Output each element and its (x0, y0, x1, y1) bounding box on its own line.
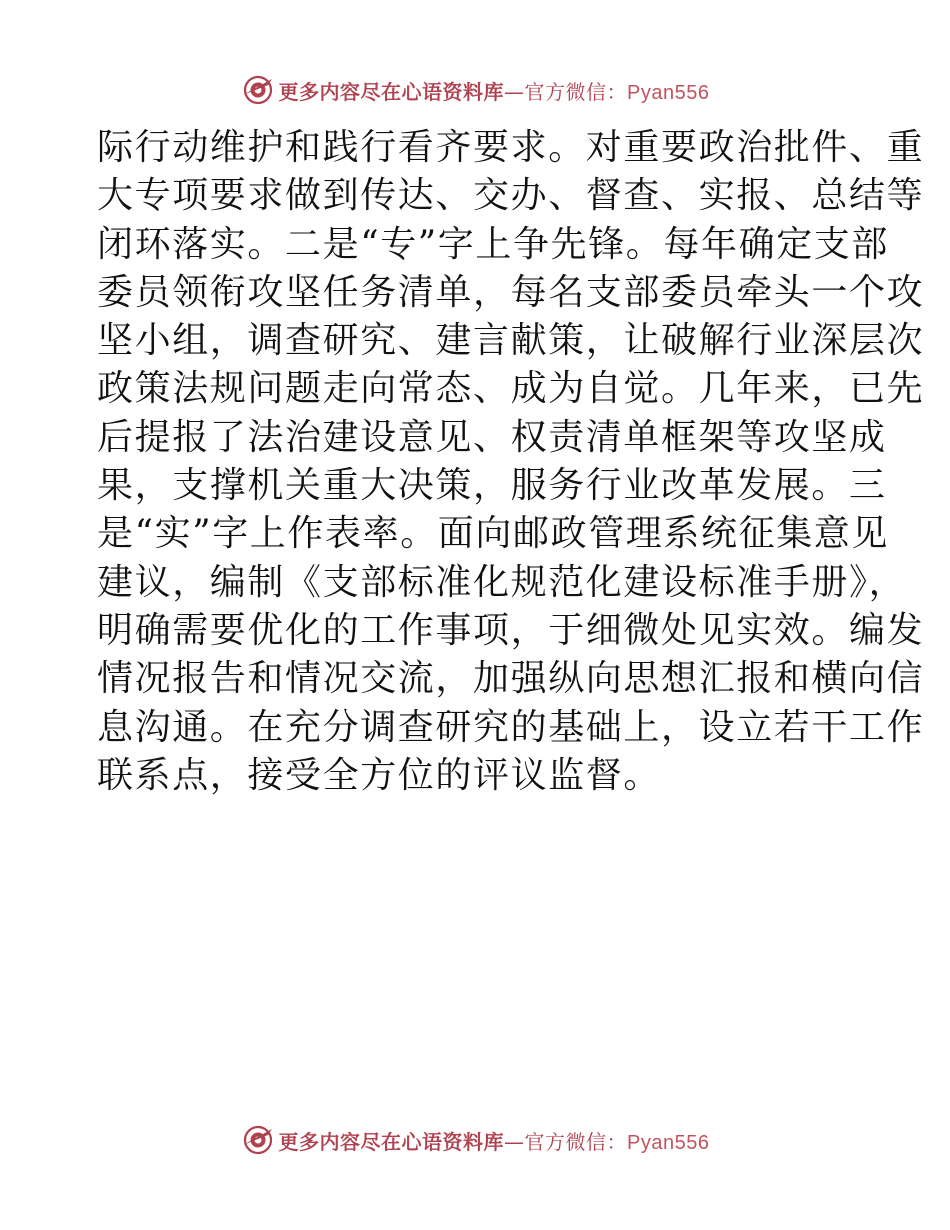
body-line: 情况报告和情况交流，加强纵向思想汇报和横向信 (97, 658, 925, 700)
banner-wechat-label: —官方微信： (504, 79, 628, 104)
brand-logo-icon (241, 73, 275, 107)
banner-wechat-label: —官方微信： (504, 1129, 628, 1154)
brand-logo-icon (241, 1123, 275, 1157)
banner-wechat-id: Pyan556 (627, 81, 710, 104)
body-line: 坚小组，调查研究、建言献策，让破解行业深层次 (97, 320, 925, 362)
footer-banner (0, 1120, 950, 1160)
banner-title: 更多内容尽在心语资料库 (278, 1129, 505, 1154)
body-line: 政策法规问题走向常态、成为自觉。几年来，已先 (97, 368, 925, 410)
header-banner (0, 70, 950, 110)
body-line: 后提报了法治建设意见、权责清单框架等攻坚成 (97, 416, 887, 458)
body-line: 委员领衔攻坚任务清单，每名支部委员牵头一个攻 (97, 271, 925, 313)
body-line: 果，支撑机关重大决策，服务行业改革发展。三 (97, 465, 887, 507)
document-body (97, 124, 925, 800)
body-line: 际行动维护和践行看齐要求。对重要政治批件、重 (97, 127, 925, 168)
banner-wechat-id: Pyan556 (627, 1131, 710, 1154)
body-line: 息沟通。在充分调查研究的基础上，设立若干工作 (97, 706, 925, 748)
banner-title: 更多内容尽在心语资料库 (278, 79, 505, 104)
body-line: 是“实”字上作表率。面向邮政管理系统征集意见 (97, 513, 890, 555)
body-line: 联系点，接受全方位的评议监督。 (97, 754, 662, 796)
body-line: 大专项要求做到传达、交办、督查、实报、总结等 (97, 175, 925, 217)
body-line: 明确需要优化的工作事项，于细微处见实效。编发 (97, 609, 925, 651)
body-line: 建议，编制《支部标准化规范化建设标准手册》， (97, 561, 907, 603)
body-line: 闭环落实。二是“专”字上争先锋。每年确定支部 (97, 223, 890, 265)
